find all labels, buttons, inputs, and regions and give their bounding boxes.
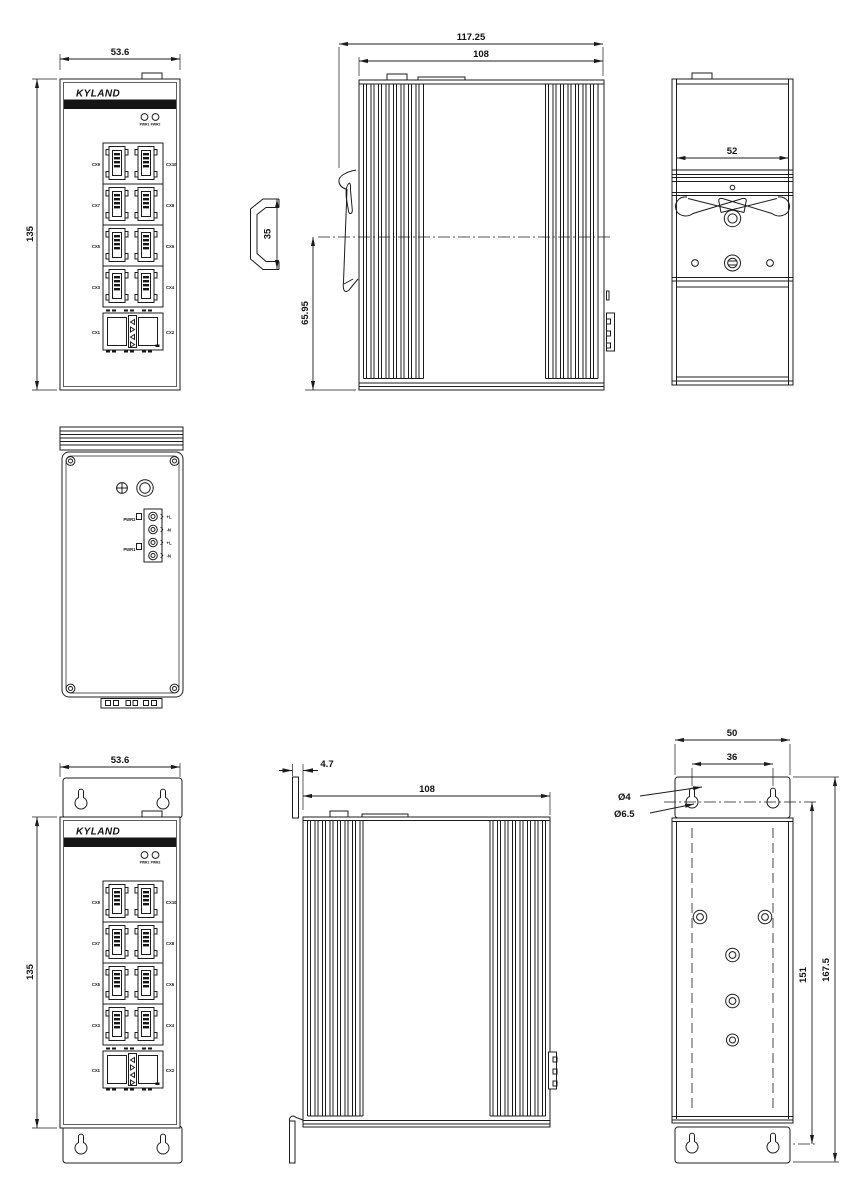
wall-plate-top xyxy=(63,778,182,818)
wall-plate-bottom xyxy=(675,1127,790,1163)
device-body-side xyxy=(359,80,604,390)
pin-label: -N xyxy=(166,527,171,533)
view-top-power xyxy=(60,427,183,708)
dim-wall-overall-height: 167.5 xyxy=(821,958,832,982)
dim-front-height: 135 xyxy=(25,226,36,242)
fin-edge-ribs xyxy=(60,427,183,450)
dim-hole-vertical-spacing: 151 xyxy=(798,967,809,983)
side-connector-tabs xyxy=(607,291,615,351)
device-body-rear-wall xyxy=(672,818,793,1123)
dim-wall-front-height: 135 xyxy=(25,964,36,980)
dim-hole-dia-large: Ø6.5 xyxy=(614,809,635,820)
dim-side-body-depth: 108 xyxy=(473,49,489,60)
pin-label: -N xyxy=(166,553,171,559)
wall-bracket-bottom xyxy=(289,1116,303,1163)
terminal-label-pwr1: PWR1 xyxy=(123,547,136,552)
dim-wall-side-depth: 108 xyxy=(419,784,435,795)
ground-screw-icon xyxy=(117,483,128,494)
dim-hole-dia-small: Ø4 xyxy=(618,792,631,803)
dim-front-width: 53.6 xyxy=(110,47,130,58)
view-side-din xyxy=(251,32,615,390)
view-side-wall xyxy=(279,759,557,1163)
din-rail-profile xyxy=(251,199,280,270)
view-front-wall xyxy=(25,755,182,1163)
device-body-rear xyxy=(672,79,793,385)
dim-wall-bracket-offset: 4.7 xyxy=(320,759,334,770)
dim-din-rail-width: 35 xyxy=(262,228,274,240)
view-front-din xyxy=(25,47,180,390)
view-rear-din xyxy=(672,73,793,385)
dim-wall-hole-spacing: 36 xyxy=(726,752,738,763)
wall-bracket-top xyxy=(293,777,299,818)
dim-side-overall-depth: 117.25 xyxy=(456,32,486,43)
dim-rear-width: 52 xyxy=(726,146,738,157)
wall-plate-bottom xyxy=(63,1126,182,1163)
din-rail-clip xyxy=(339,170,358,292)
bottom-connector-strip xyxy=(101,699,162,709)
pin-label: +L xyxy=(166,514,172,520)
view-rear-wall xyxy=(614,728,839,1163)
pin-label: +L xyxy=(166,540,172,546)
terminal-label-pwr2: PWR2 xyxy=(123,517,136,522)
side-connector-tabs xyxy=(549,1052,558,1089)
dim-wall-plate-width: 50 xyxy=(726,728,738,739)
dim-wall-front-width: 53.6 xyxy=(110,755,130,766)
dim-center-to-bottom: 65.95 xyxy=(300,301,311,325)
